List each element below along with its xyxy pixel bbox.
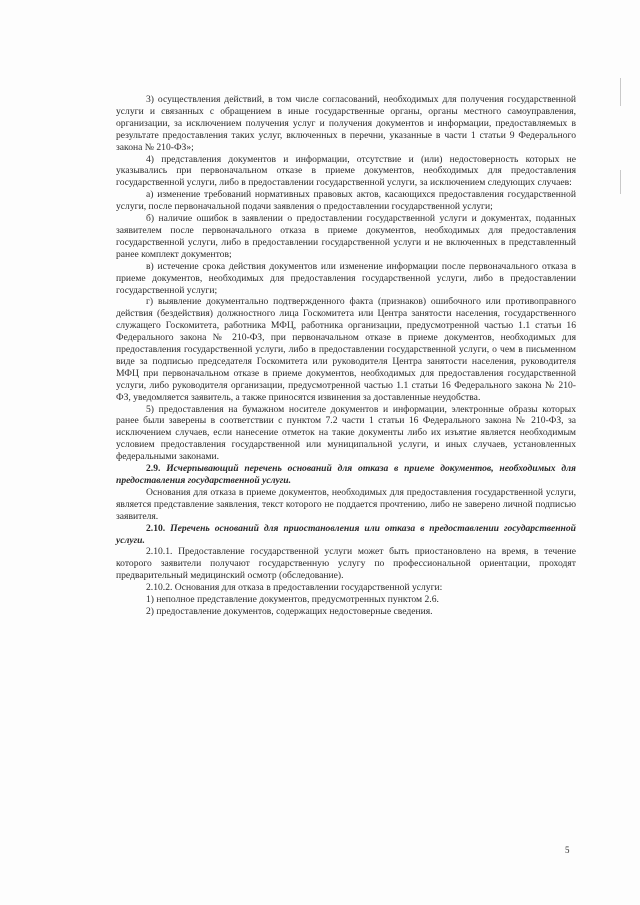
list-item-2: 2) предоставление документов, содержащих недостоверные сведения. — [146, 605, 433, 617]
scan-edge-mark — [620, 78, 621, 106]
paragraph-subitem-v: в) истечение срока действия документов или изменение информации после первоначального отказа в приеме документов, необходимых для предоставления государственной услуги, либо в предоставлении государственной услуги; — [116, 260, 576, 296]
paragraph-item-3: 3) осуществления действий, в том числе согласований, необходимых для получения государственной услуги и связанных с обращением в иные государственные органы, органы местного самоуправления, организации, за исключением получения услуг и получения документов и информации, предоставляемых в результате предоставления таких услуг, включенных в перечни, указанные в части 1 статьи 9 Федерального закона № 210-ФЗ»; — [116, 94, 576, 153]
section-title: Перечень оснований для приостановления или отказа в предоставлении государственной услуги. — [116, 522, 576, 546]
section-title: Исчерпывающий перечень оснований для отказа в приеме документов, необходимых для предоставления государственной услуги. — [116, 463, 576, 486]
scan-edge-mark — [620, 170, 621, 194]
section-number: 2.10. — [146, 522, 166, 534]
paragraph-subitem-b: б) наличие ошибок в заявлении о предоставлении государственной услуги и документах, поданных заявителем после первоначального отказа в приеме документов, необходимых для предоставления государственной услуги, либо в предоставлении государственной услуги и не включенных в представленный ранее комплект документов; — [116, 213, 576, 260]
paragraph-2-9-body: Основания для отказа в приеме документов, необходимых для предоставления государственной услуги, является представление заявления, текст которого не поддается прочтению, либо не заверено личной подписью заявителя. — [116, 486, 576, 522]
paragraph-2-10-2: 2.10.2. Основания для отказа в предоставлении государственной услуги: — [146, 582, 443, 594]
section-number: 2.9. — [146, 463, 161, 475]
section-heading-2-9 — [116, 463, 576, 487]
paragraph-item-4: 4) представления документов и информации, отсутствие и (или) недостоверность которых не указывались при первоначальном отказе в приеме документов, необходимых для предоставления государственной услуги, либо в предоставлении государственной услуги, за исключением следующих случаев: — [116, 153, 576, 189]
document-body — [116, 94, 576, 618]
paragraph-subitem-g: г) выявление документально подтвержденного факта (признаков) ошибочного или противоправного действия (бездействия) должностного лица Госкомитета или Центра занятости населения, государственного служащего Госкомитета, работника МФЦ, работника организации, предусмотренной частью 1.1 статьи 16 Федерального закона № 210-ФЗ, при первоначальном отказе в приеме документов, необходимых для предоставления государственной услуги, либо в предоставлении государственной услуги, о чем в письменном виде за подписью председателя Госкомитета или руководителя Центра занятости населения, руководителя МФЦ при первоначальном отказе в приеме документов, необходимых для предоставления государственной услуги, либо руководителя организации, предусмотренной частью 1.1 статьи 16 Федерального закона № 210-ФЗ, уведомляется заявитель, а также приносятся извинения за доставленные неудобства. — [116, 296, 576, 403]
paragraph-2-10-1: 2.10.1. Предоставление государственной услуги может быть приостановлено на время, в течение которого заявители получают государственную услугу по профессиональной ориентации, проходят предварительный медицинский осмотр (обследование). — [116, 546, 576, 582]
section-heading-2-10 — [116, 523, 576, 547]
paragraph-item-5: 5) предоставления на бумажном носителе документов и информации, электронные образы которых ранее были заверены в соответствии с пунктом 7.2 части 1 статьи 16 Федерального закона № 210-ФЗ, за исключением случаев, если нанесение отметок на такие документы либо их изъятие является необходимым условием предоставления государственной или муниципальной услуги, и иных случаев, установленных федеральными законами. — [116, 403, 576, 463]
list-item-1: 1) неполное представление документов, предусмотренных пунктом 2.6. — [146, 594, 439, 606]
page-number: 5 — [565, 845, 570, 855]
paragraph-subitem-a: а) изменение требований нормативных правовых актов, касающихся предоставления государственной услуги, после первоначальной подачи заявления о предоставлении государственной услуги; — [116, 189, 576, 213]
